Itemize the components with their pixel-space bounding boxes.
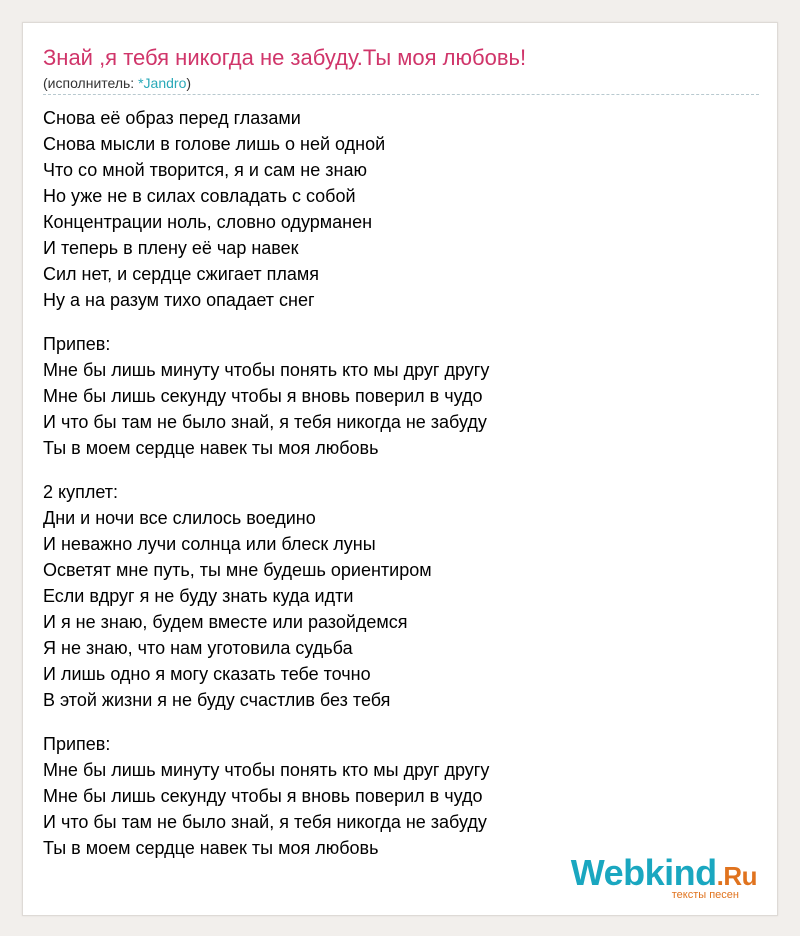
lyric-line: Я не знаю, что нам уготовила судьба (43, 638, 353, 658)
lyric-line: Концентрации ноль, словно одурманен (43, 212, 373, 232)
stanza-gap (43, 461, 489, 479)
lyric-line: Ты в моем сердце навек ты моя любовь (43, 838, 379, 858)
lyric-line: Дни и ночи все слилось воедино (43, 508, 316, 528)
artist-prefix: (исполнитель: (43, 75, 139, 91)
lyric-line: Но уже не в силах совладать с собой (43, 186, 356, 206)
lyric-line: Снова мысли в голове лишь о ней одной (43, 134, 386, 154)
lyric-line: Мне бы лишь минуту чтобы понять кто мы друг другу (43, 360, 490, 380)
lyric-line: И теперь в плену её чар навек (43, 238, 299, 258)
site-logo[interactable] (570, 852, 757, 901)
song-title: Знай ,я тебя никогда не забуду.Ты моя любовь! (43, 45, 527, 70)
logo-tld: .Ru (716, 861, 757, 891)
lyric-line: И неважно лучи солнца или блеск луны (43, 534, 376, 554)
verse-heading: 2 куплет: (43, 482, 118, 502)
chorus-heading: Припев: (43, 334, 111, 354)
lyric-line: Сил нет, и сердце сжигает пламя (43, 264, 319, 284)
chorus-heading: Припев: (43, 734, 111, 754)
lyric-line: И лишь одно я могу сказать тебе точно (43, 664, 371, 684)
logo-tagline: тексты песен (671, 889, 739, 901)
lyric-line: Осветят мне путь, ты мне будешь ориентиром (43, 560, 432, 580)
lyric-line: Ну а на разум тихо опадает снег (43, 290, 315, 310)
lyric-line: Что со мной творится, я и сам не знаю (43, 160, 367, 180)
artist-link[interactable]: *Jandro (138, 75, 187, 91)
lyric-line: В этой жизни я не буду счастлив без тебя (43, 690, 391, 710)
logo-main: Webkind (570, 852, 717, 893)
lyric-line: Мне бы лишь минуту чтобы понять кто мы друг другу (43, 760, 490, 780)
lyrics-card (22, 22, 778, 916)
lyrics-body (43, 105, 489, 861)
lyric-line: Мне бы лишь секунду чтобы я вновь поверил в чудо (43, 786, 483, 806)
lyric-line: И что бы там не было знай, я тебя никогда не забуду (43, 412, 487, 432)
artist-suffix: ) (186, 75, 192, 91)
stanza-gap (43, 713, 489, 731)
lyric-line: И я не знаю, будем вместе или разойдемся (43, 612, 408, 632)
lyric-line: Снова её образ перед глазами (43, 108, 301, 128)
lyric-line: Ты в моем сердце навек ты моя любовь (43, 438, 379, 458)
artist-line (43, 75, 191, 91)
lyric-line: И что бы там не было знай, я тебя никогда не забуду (43, 812, 487, 832)
stanza-gap (43, 313, 489, 331)
lyric-line: Если вдруг я не буду знать куда идти (43, 586, 354, 606)
title-divider (43, 94, 759, 95)
lyric-line: Мне бы лишь секунду чтобы я вновь поверил в чудо (43, 386, 483, 406)
